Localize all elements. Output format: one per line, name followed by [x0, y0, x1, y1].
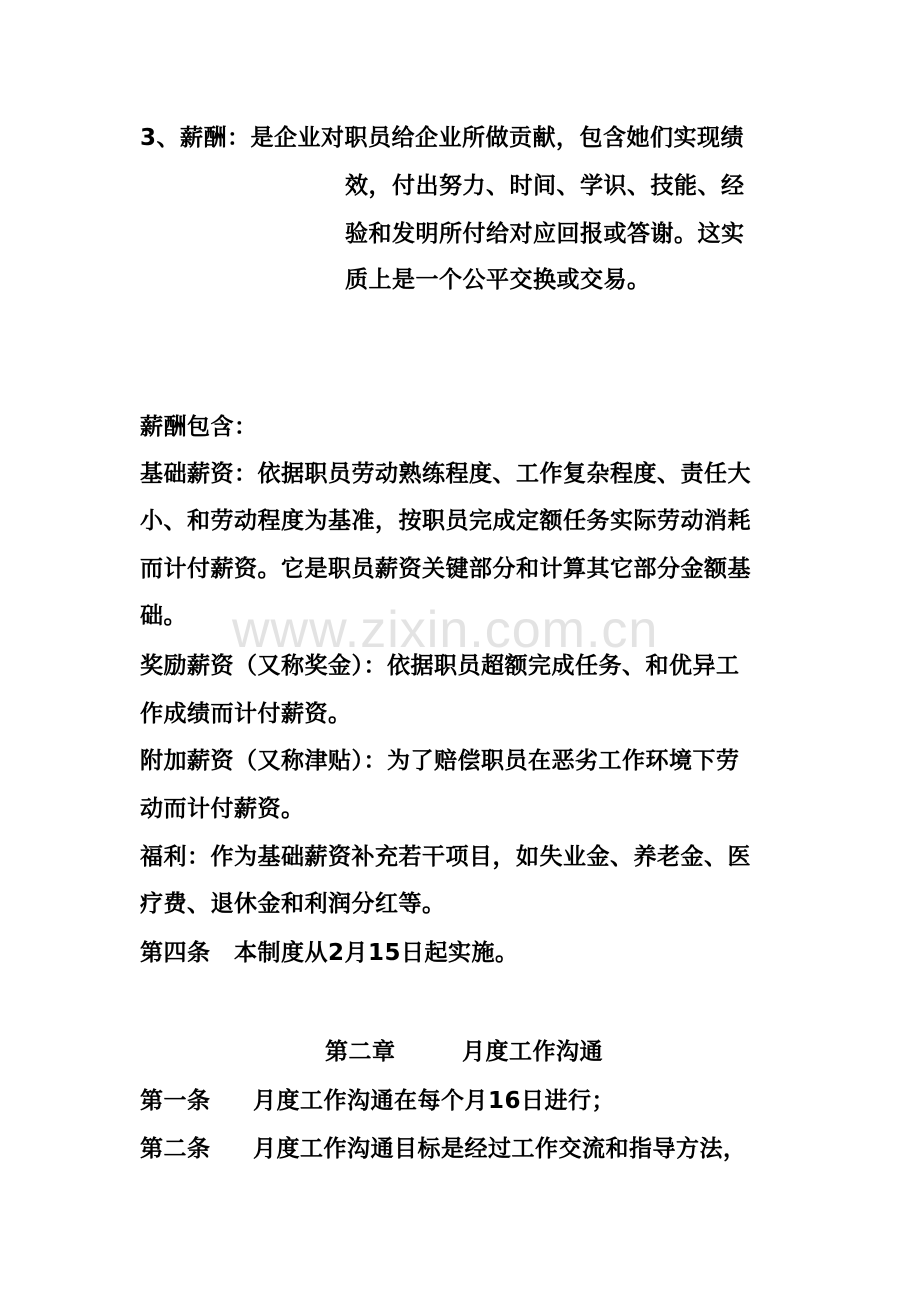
- allowance-line-2: 动而计付薪资。: [140, 796, 305, 822]
- components-heading: 薪酬包含：: [140, 414, 258, 440]
- welfare-line-2: 疗费、退休金和利润分红等。: [140, 891, 446, 917]
- definition-line-4: 质上是一个公平交换或交易。: [345, 267, 651, 293]
- base-salary-line-4: 础。: [140, 603, 187, 629]
- bonus-line-2: 作成绩而计付薪资。: [140, 701, 352, 727]
- article-2-text: 月度工作沟通目标是经过工作交流和指导方法，: [253, 1136, 747, 1162]
- article-1-text: 月度工作沟通在每个月16日进行；: [253, 1088, 616, 1114]
- welfare-line-1: 福利：作为基础薪资补充若干项目，如失业金、养老金、医: [140, 844, 751, 870]
- definition-line-1: 3、薪酬：是企业对职员给企业所做贡献，包含她们实现绩: [140, 125, 745, 151]
- chapter-label: 第二章: [325, 1039, 396, 1065]
- allowance-line-1: 附加薪资（又称津贴）：为了赔偿职员在恶劣工作环境下劳: [140, 748, 740, 774]
- article-1-label: 第一条: [140, 1088, 211, 1114]
- base-salary-line-3: 而计付薪资。它是职员薪资关键部分和计算其它部分金额基: [140, 556, 751, 582]
- article-4: 第四条 本制度从2月15日起实施。: [140, 940, 519, 966]
- watermark: www.zixin.com.cn: [232, 601, 659, 659]
- article-2-label: 第二条: [140, 1136, 211, 1162]
- chapter-title: 月度工作沟通: [462, 1039, 603, 1065]
- bonus-line-1: 奖励薪资（又称奖金）：依据职员超额完成任务、和优异工: [140, 653, 740, 679]
- definition-line-2: 效，付出努力、时间、学识、技能、经: [345, 173, 745, 199]
- base-salary-line-1: 基础薪资：依据职员劳动熟练程度、工作复杂程度、责任大: [140, 461, 751, 487]
- definition-line-3: 验和发明所付给对应回报或答谢。这实: [345, 221, 745, 247]
- base-salary-line-2: 小、和劳动程度为基准，按职员完成定额任务实际劳动消耗: [140, 508, 751, 534]
